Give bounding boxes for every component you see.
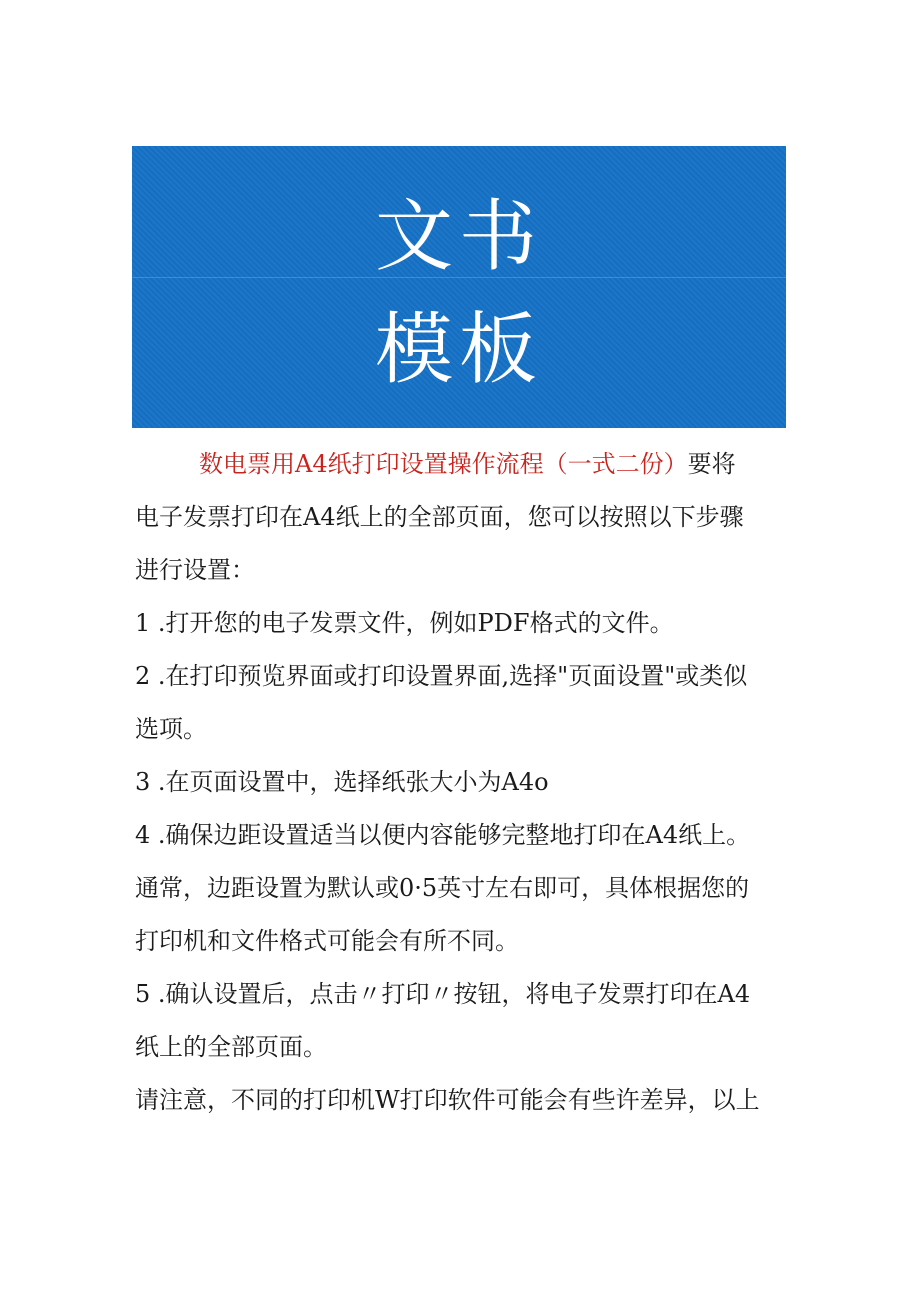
paragraph-line: 进行设置：: [135, 556, 255, 584]
paragraph-line: 电子发票打印在A4纸上的全部页面，您可以按照以下步骤: [135, 503, 744, 531]
step-5-continuation: 纸上的全部页面。: [135, 1033, 327, 1061]
step-4-line: 4 .确保边距设置适当以便内容能够完整地打印在A4纸上。: [135, 821, 751, 849]
document-title-tail: 要将: [687, 450, 736, 478]
document-title-line: [135, 438, 790, 491]
step-4-continuation: 通常，边距设置为默认或0·5英寸左右即可，具体根据您的: [135, 874, 750, 902]
step-2-line: 2 .在打印预览界面或打印设置界面,选择"页面设置"或类似: [135, 662, 748, 690]
step-2-continuation: 选项。: [135, 715, 207, 743]
banner-title-line2: 模板: [374, 305, 543, 395]
step-4-continuation: 打印机和文件格式可能会有所不同。: [135, 927, 519, 955]
step-1-line: 1 .打开您的电子发票文件，例如PDF格式的文件。: [135, 609, 674, 637]
note-line: 请注意，不同的打印机W打印软件可能会有些许差异，以上: [135, 1086, 760, 1114]
step-5-line: 5 .确认设置后，点击〃打印〃按钮，将电子发票打印在A4: [135, 980, 751, 1008]
step-3-line: 3 .在页面设置中，选择纸张大小为A4o: [135, 768, 549, 796]
cover-banner: [132, 146, 786, 428]
banner-title-line1: 文书: [374, 192, 543, 282]
document-body: [135, 438, 790, 1127]
document-title: 数电票用A4纸打印设置操作流程（一式二份）: [199, 450, 688, 478]
